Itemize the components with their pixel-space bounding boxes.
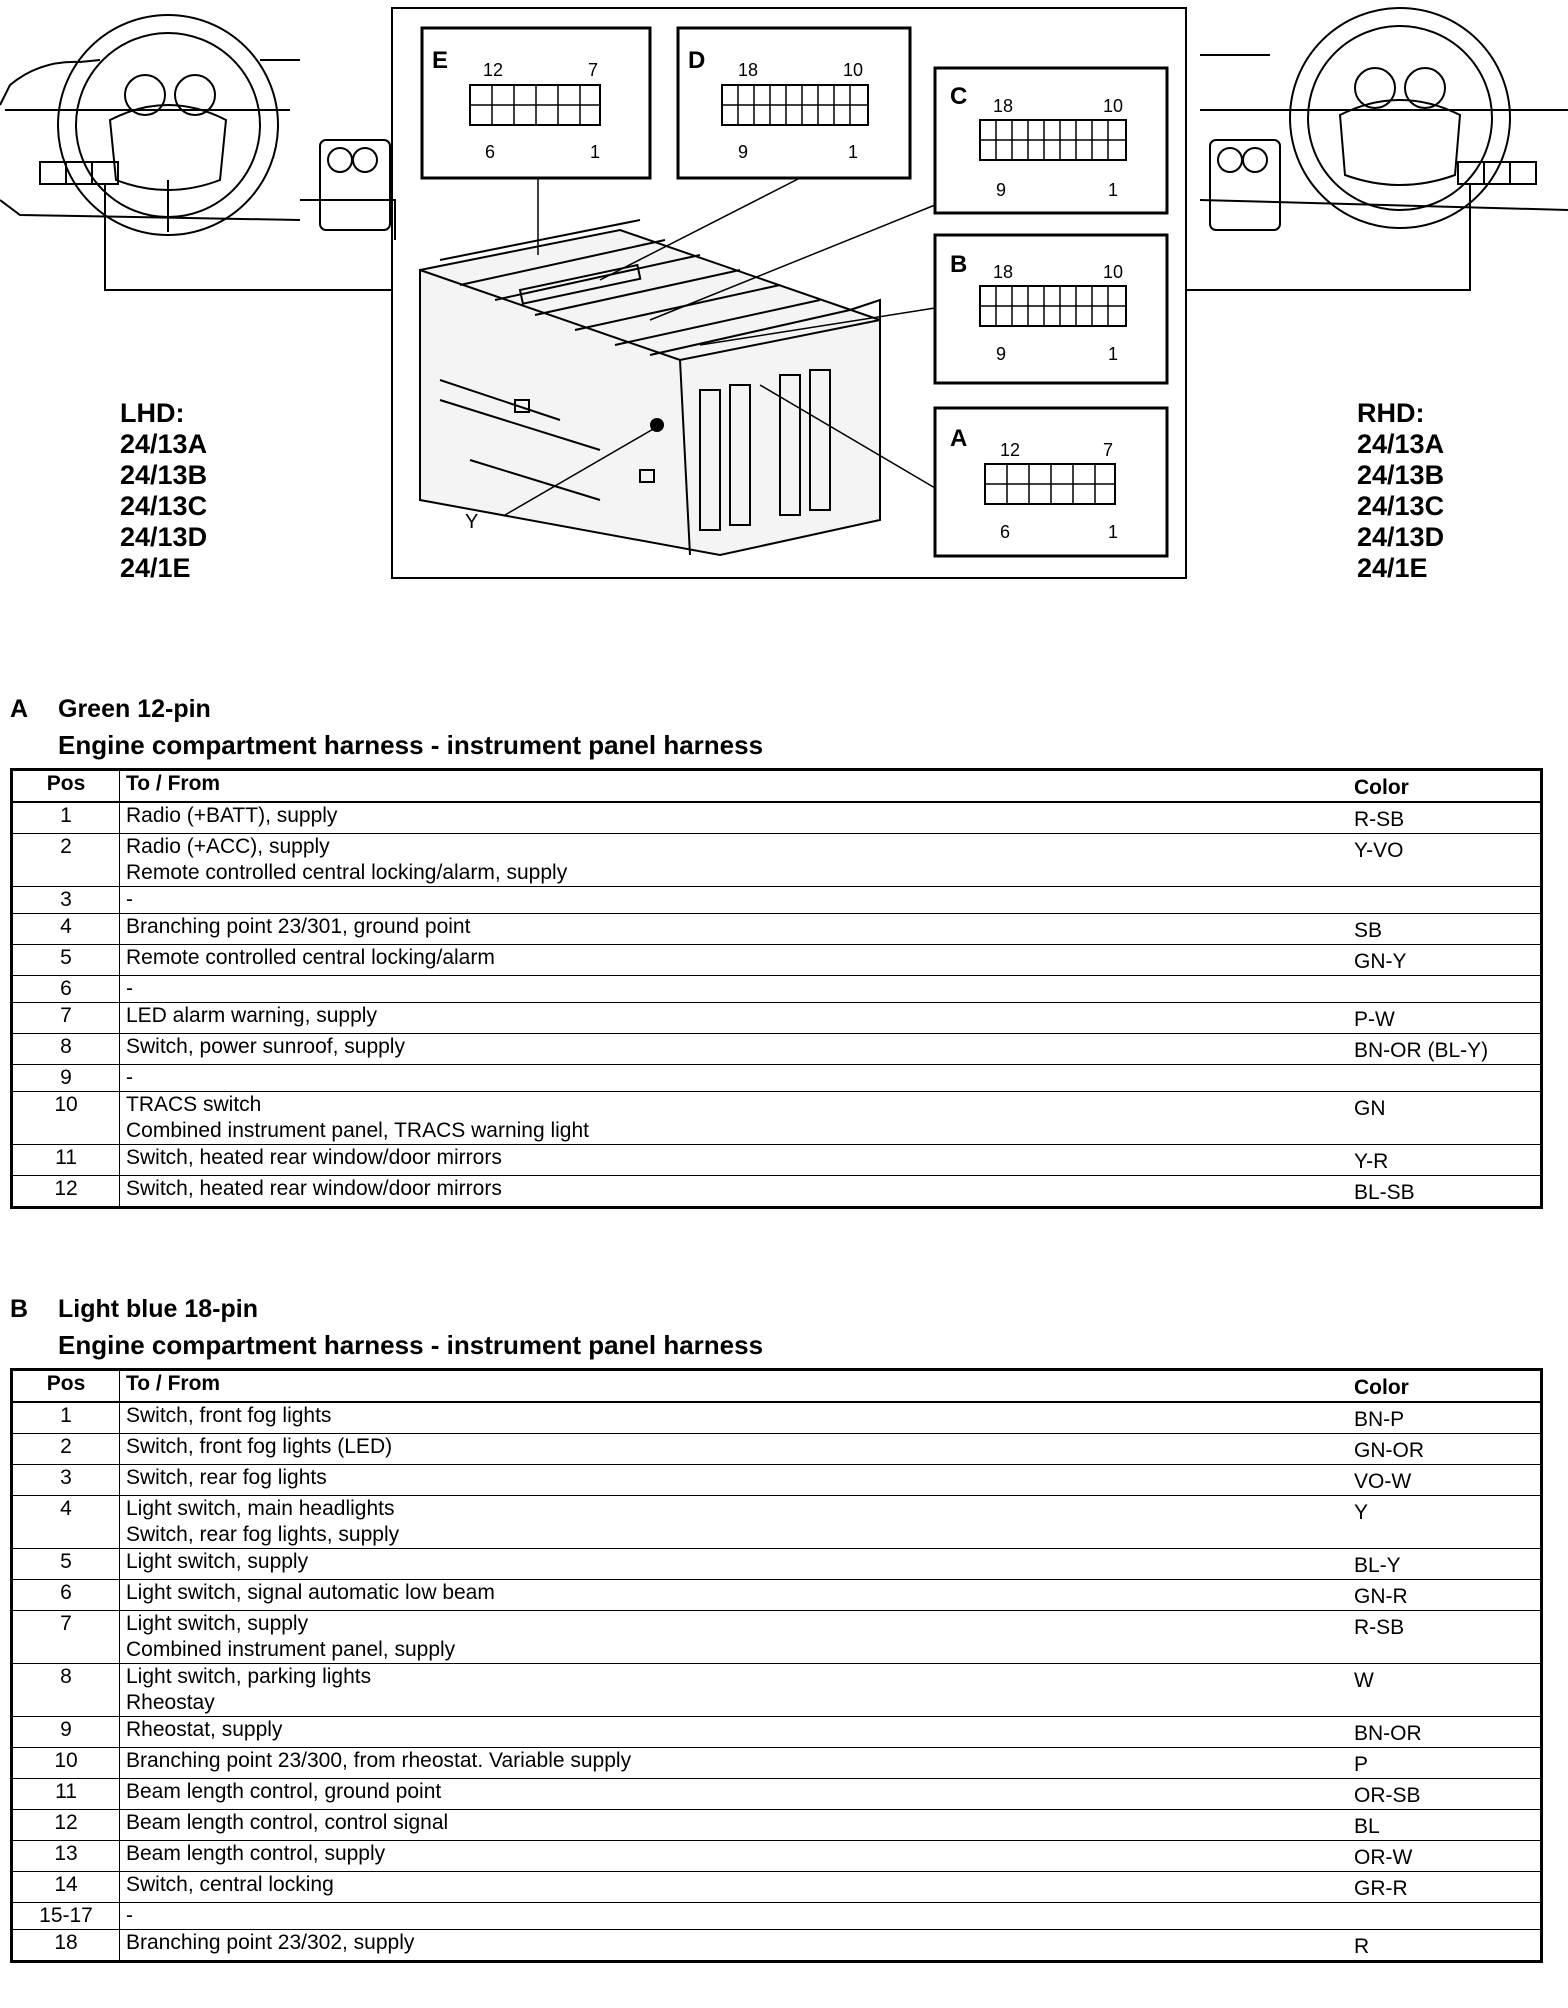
to-from-cell (120, 1145, 1349, 1176)
table-row (12, 1717, 1542, 1748)
to-from-cell (120, 1580, 1349, 1611)
table-row (12, 1903, 1542, 1930)
table-row (12, 1065, 1542, 1092)
wire-color-cell: GN-Y (1348, 945, 1542, 976)
to-from-line: Branching point 23/302, supply (126, 1931, 415, 1954)
wire-color-cell: BN-P (1348, 1402, 1542, 1434)
section-b-letter: B (10, 1295, 29, 1323)
to-from-line: Remote controlled central locking/alarm (126, 946, 495, 969)
to-from-cell (120, 1717, 1349, 1748)
to-from-line: Rheostat, supply (126, 1718, 283, 1741)
to-from-line: Light switch, main headlights (126, 1497, 395, 1520)
to-from-column-header: To / From (120, 1370, 1349, 1403)
to-from-line: Switch, heated rear window/door mirrors (126, 1146, 502, 1169)
pin-position-cell: 14 (12, 1872, 120, 1903)
section-b-name: Light blue 18-pin (58, 1295, 258, 1323)
wire-color-cell: R (1348, 1930, 1542, 1962)
table-row (12, 802, 1542, 834)
to-from-line: Combined instrument panel, TRACS warning light (126, 1119, 590, 1142)
to-from-cell (120, 1611, 1349, 1664)
table-row (12, 1779, 1542, 1810)
color-column-header: Color (1348, 770, 1542, 803)
pin-position-cell: 6 (12, 976, 120, 1003)
wire-color-cell: P (1348, 1748, 1542, 1779)
wire-color-cell: BN-OR (1348, 1717, 1542, 1748)
connector-e-box (422, 28, 650, 178)
pin-position-cell: 1 (12, 802, 120, 834)
connector-a-pin-bottom-left: 6 (1000, 522, 1011, 542)
wire-color-cell (1348, 1065, 1542, 1092)
pin-position-cell: 12 (12, 1176, 120, 1208)
connector-b-letter: B (950, 251, 968, 278)
to-from-line: - (126, 888, 133, 911)
wire-color-cell: OR-SB (1348, 1779, 1542, 1810)
table-row (12, 1465, 1542, 1496)
rhd-dashboard-illustration (1186, 8, 1568, 290)
wire-color-cell: BL-SB (1348, 1176, 1542, 1208)
wire-color-cell: GN (1348, 1092, 1542, 1145)
pin-position-cell: 15-17 (12, 1903, 120, 1930)
to-from-line: Light switch, parking lights (126, 1665, 372, 1688)
connector-e-pin-bottom-left: 6 (485, 142, 496, 162)
pin-position-cell: 10 (12, 1092, 120, 1145)
to-from-line: Beam length control, supply (126, 1842, 386, 1865)
to-from-cell (120, 1065, 1349, 1092)
wire-color-cell: BL (1348, 1810, 1542, 1841)
to-from-cell (120, 1872, 1349, 1903)
lhd-connector-list (120, 398, 207, 584)
to-from-cell (120, 834, 1349, 887)
lhd-item: 24/13B (120, 460, 208, 490)
rhd-heading: RHD: (1357, 398, 1425, 428)
connector-a-box (935, 408, 1167, 556)
lhd-item: 24/13C (120, 491, 208, 521)
connector-b-box (935, 235, 1167, 383)
color-column-header: Color (1348, 1370, 1542, 1403)
to-from-cell (120, 1549, 1349, 1580)
to-from-line: Switch, heated rear window/door mirrors (126, 1177, 502, 1200)
pin-position-cell: 5 (12, 945, 120, 976)
connector-e-letter: E (432, 47, 449, 74)
wire-color-cell: R-SB (1348, 1611, 1542, 1664)
lhd-item: 24/1E (120, 553, 191, 583)
connector-a-pin-top-left: 12 (1000, 440, 1021, 460)
pin-position-cell: 2 (12, 1434, 120, 1465)
to-from-cell (120, 945, 1349, 976)
pin-position-cell: 13 (12, 1841, 120, 1872)
table-row (12, 887, 1542, 914)
table-row (12, 1176, 1542, 1208)
pin-position-cell: 4 (12, 1496, 120, 1549)
to-from-line: Switch, rear fog lights, supply (126, 1523, 400, 1546)
connector-a-letter: A (950, 425, 968, 452)
table-row (12, 1003, 1542, 1034)
wire-color-cell (1348, 887, 1542, 914)
table-header-row (12, 1370, 1542, 1403)
connector-c-pin-bottom-right: 1 (1108, 180, 1119, 200)
wire-color-cell: BN-OR (BL-Y) (1348, 1034, 1542, 1065)
connector-c-pin-top-left: 18 (993, 96, 1014, 116)
connector-a-pin-top-right: 7 (1103, 440, 1114, 460)
connector-d-box (678, 28, 910, 178)
table-row (12, 1580, 1542, 1611)
to-from-cell (120, 1034, 1349, 1065)
to-from-line: Remote controlled central locking/alarm, supply (126, 861, 568, 884)
table-row (12, 976, 1542, 1003)
lhd-item: 24/13A (120, 429, 208, 459)
pin-position-cell: 9 (12, 1717, 120, 1748)
to-from-line: Radio (+ACC), supply (126, 835, 330, 858)
pin-position-cell: 9 (12, 1065, 120, 1092)
rhd-item: 24/13D (1357, 522, 1445, 552)
rhd-item: 24/13C (1357, 491, 1445, 521)
pin-position-cell: 8 (12, 1664, 120, 1717)
fuse-box-diagram (0, 0, 1568, 600)
lhd-item: 24/13D (120, 522, 208, 552)
to-from-line: - (126, 1066, 133, 1089)
wire-color-cell: Y-R (1348, 1145, 1542, 1176)
wire-color-cell: R-SB (1348, 802, 1542, 834)
to-from-cell (120, 1930, 1349, 1962)
point-y-label: Y (465, 511, 479, 533)
to-from-cell (120, 1496, 1349, 1549)
connector-e-pin-top-left: 12 (483, 60, 504, 80)
to-from-column-header: To / From (120, 770, 1349, 803)
to-from-cell (120, 1092, 1349, 1145)
wire-color-cell: W (1348, 1664, 1542, 1717)
table-row (12, 914, 1542, 945)
rhd-connector-list (1357, 398, 1444, 584)
wire-color-cell: VO-W (1348, 1465, 1542, 1496)
to-from-line: Radio (+BATT), supply (126, 804, 338, 827)
pos-column-header: Pos (12, 1370, 120, 1403)
to-from-line: Light switch, signal automatic low beam (126, 1581, 495, 1604)
table-row (12, 1145, 1542, 1176)
section-a-subtitle: Engine compartment harness - instrument panel harness (58, 730, 764, 760)
connector-e-pin-bottom-right: 1 (590, 142, 601, 162)
pin-position-cell: 3 (12, 887, 120, 914)
rhd-item: 24/13A (1357, 429, 1445, 459)
lhd-heading: LHD: (120, 398, 185, 428)
connector-b-pin-top-right: 10 (1103, 262, 1124, 282)
to-from-line: Combined instrument panel, supply (126, 1638, 456, 1661)
section-a-title (10, 694, 211, 724)
table-row (12, 1402, 1542, 1434)
lhd-dashboard-illustration (0, 15, 395, 290)
wire-color-cell: SB (1348, 914, 1542, 945)
table-row (12, 834, 1542, 887)
to-from-line: Switch, rear fog lights (126, 1466, 327, 1489)
section-b-title (10, 1294, 258, 1324)
section-b-pin-table (10, 1368, 1543, 1963)
connector-d-letter: D (688, 47, 706, 74)
pin-position-cell: 11 (12, 1779, 120, 1810)
to-from-cell (120, 802, 1349, 834)
connector-d-pin-top-left: 18 (738, 60, 759, 80)
to-from-cell (120, 1664, 1349, 1717)
section-b-subtitle: Engine compartment harness - instrument panel harness (58, 1330, 764, 1360)
table-row (12, 1872, 1542, 1903)
table-row (12, 1810, 1542, 1841)
to-from-cell (120, 1903, 1349, 1930)
pin-position-cell: 5 (12, 1549, 120, 1580)
to-from-cell (120, 1434, 1349, 1465)
table-row (12, 1841, 1542, 1872)
table-row (12, 1434, 1542, 1465)
to-from-line: TRACS switch (126, 1093, 262, 1116)
wire-color-cell: Y (1348, 1496, 1542, 1549)
table-row (12, 1092, 1542, 1145)
wire-color-cell (1348, 976, 1542, 1003)
pos-column-header: Pos (12, 770, 120, 803)
to-from-cell (120, 1779, 1349, 1810)
wire-color-cell: GN-R (1348, 1580, 1542, 1611)
to-from-line: Switch, power sunroof, supply (126, 1035, 405, 1058)
connector-d-pin-bottom-right: 1 (848, 142, 859, 162)
to-from-line: Switch, front fog lights (126, 1404, 332, 1427)
table-row (12, 1549, 1542, 1580)
to-from-line: Light switch, supply (126, 1550, 309, 1573)
wire-color-cell: GN-OR (1348, 1434, 1542, 1465)
rhd-item: 24/13B (1357, 460, 1445, 490)
connector-c-box (935, 68, 1167, 213)
to-from-line: Light switch, supply (126, 1612, 309, 1635)
pin-position-cell: 3 (12, 1465, 120, 1496)
pin-position-cell: 7 (12, 1003, 120, 1034)
to-from-line: Branching point 23/300, from rheostat. Variable supply (126, 1749, 632, 1772)
connector-b-pin-top-left: 18 (993, 262, 1014, 282)
connector-c-pin-top-right: 10 (1103, 96, 1124, 116)
pin-position-cell: 4 (12, 914, 120, 945)
to-from-line: - (126, 1904, 133, 1927)
connector-b-pin-bottom-left: 9 (996, 344, 1007, 364)
pin-position-cell: 18 (12, 1930, 120, 1962)
wire-color-cell (1348, 1903, 1542, 1930)
connector-e-pin-top-right: 7 (588, 60, 599, 80)
pin-position-cell: 7 (12, 1611, 120, 1664)
wire-color-cell: BL-Y (1348, 1549, 1542, 1580)
wire-color-cell: GR-R (1348, 1872, 1542, 1903)
to-from-line: Beam length control, control signal (126, 1811, 449, 1834)
table-row (12, 1930, 1542, 1962)
table-header-row (12, 770, 1542, 803)
pin-position-cell: 8 (12, 1034, 120, 1065)
fuse-box-body (420, 220, 880, 555)
to-from-cell (120, 914, 1349, 945)
wire-color-cell: Y-VO (1348, 834, 1542, 887)
table-row (12, 1611, 1542, 1664)
connector-b-pin-bottom-right: 1 (1108, 344, 1119, 364)
pin-position-cell: 12 (12, 1810, 120, 1841)
to-from-cell (120, 1003, 1349, 1034)
to-from-cell (120, 1465, 1349, 1496)
table-row (12, 1664, 1542, 1717)
to-from-line: Branching point 23/301, ground point (126, 915, 471, 938)
to-from-cell (120, 1810, 1349, 1841)
to-from-line: Beam length control, ground point (126, 1780, 442, 1803)
to-from-cell (120, 1841, 1349, 1872)
to-from-cell (120, 1176, 1349, 1208)
connector-d-pin-bottom-left: 9 (738, 142, 749, 162)
to-from-cell (120, 887, 1349, 914)
to-from-line: - (126, 977, 133, 1000)
to-from-line: Switch, central locking (126, 1873, 334, 1896)
connector-d-pin-top-right: 10 (843, 60, 864, 80)
connector-c-letter: C (950, 83, 968, 110)
to-from-line: Rheostay (126, 1691, 215, 1714)
table-row (12, 1034, 1542, 1065)
connector-a-pin-bottom-right: 1 (1108, 522, 1119, 542)
wire-color-cell: P-W (1348, 1003, 1542, 1034)
to-from-cell (120, 976, 1349, 1003)
rhd-item: 24/1E (1357, 553, 1428, 583)
table-row (12, 1748, 1542, 1779)
wire-color-cell: OR-W (1348, 1841, 1542, 1872)
table-row (12, 1496, 1542, 1549)
pin-position-cell: 10 (12, 1748, 120, 1779)
to-from-line: Switch, front fog lights (LED) (126, 1435, 393, 1458)
section-a-letter: A (10, 695, 29, 723)
pin-position-cell: 6 (12, 1580, 120, 1611)
to-from-line: LED alarm warning, supply (126, 1004, 377, 1027)
to-from-cell (120, 1402, 1349, 1434)
section-a-pin-table (10, 768, 1543, 1209)
pin-position-cell: 1 (12, 1402, 120, 1434)
section-a-name: Green 12-pin (58, 695, 211, 723)
pin-position-cell: 11 (12, 1145, 120, 1176)
connector-c-pin-bottom-left: 9 (996, 180, 1007, 200)
pin-position-cell: 2 (12, 834, 120, 887)
to-from-cell (120, 1748, 1349, 1779)
table-row (12, 945, 1542, 976)
